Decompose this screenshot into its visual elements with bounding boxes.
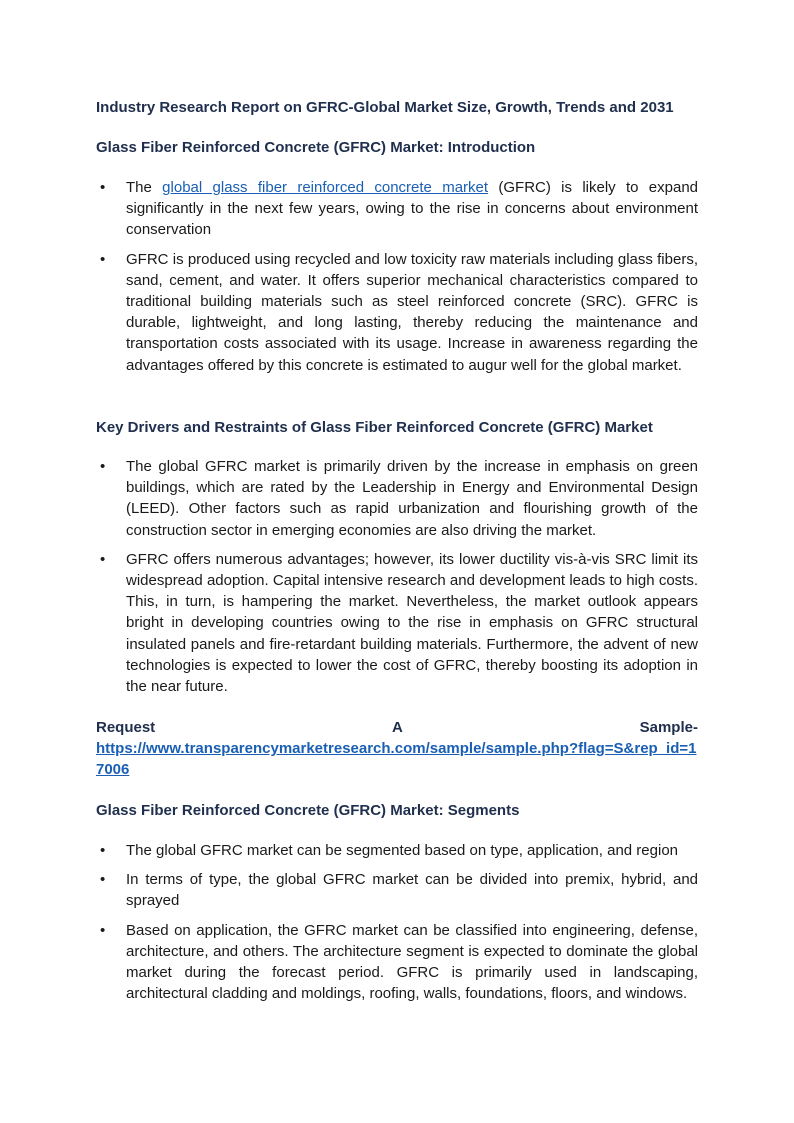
list-item bbox=[96, 920, 698, 1005]
section-heading-segments: Glass Fiber Reinforced Concrete (GFRC) Market: Segments bbox=[96, 802, 520, 819]
list-item bbox=[96, 177, 698, 241]
bullet-icon: • bbox=[100, 921, 106, 939]
introduction-bullet-list bbox=[96, 177, 698, 384]
bullet-icon: • bbox=[100, 179, 106, 196]
list-item bbox=[96, 869, 698, 911]
list-item bbox=[96, 549, 698, 697]
bullet-suffix: (GFRC) is likely to expand significantly in the next few years, owing to the rise in concerns about environment conservation bbox=[126, 179, 699, 239]
bullet-icon: • bbox=[100, 871, 106, 889]
bullet-icon: • bbox=[100, 458, 106, 475]
request-word: Request bbox=[96, 719, 156, 736]
list-item bbox=[96, 456, 698, 541]
bullet-icon: • bbox=[100, 842, 106, 859]
bullet-text: GFRC is produced using recycled and low toxicity raw materials including glass fibers, sand, cement, and water. It offers superior mechanical characteristics compared to traditional building materials such as steel reinforced concrete (SRC). GFRC is durable, lightweight, and long lasting, thereby reducing the maintenance and transportation costs associated with its usage. Increase in awareness regarding the advantages offered by this concrete is estimated to augur well for the global market. bbox=[126, 250, 698, 374]
segments-bullet-list bbox=[96, 840, 698, 1012]
bullet-text: In terms of type, the global GFRC market can be divided into premix, hybrid, and sprayed bbox=[126, 871, 698, 910]
drivers-bullet-list bbox=[96, 456, 698, 705]
bullet-text: Based on application, the GFRC market can be classified into engineering, defense, architecture, and others. The architecture segment is expected to dominate the global market during the forecast period. GFRC is primarily used in landscaping, architectural cladding and moldings, roofing, walls, foundations, floors, and windows. bbox=[126, 921, 698, 1003]
bullet-text: GFRC offers numerous advantages; however, its lower ductility vis-à-vis SRC limit its widespread adoption. Capital intensive research and development leads to high costs. This, in turn, is hampering the market. Nevertheless, the market outlook appears bright in developing countries owing to the rise in emphasis on GFRC structural insulated panels and fire-retardant building materials. Furthermore, the advent of new technologies is expected to lower the cost of GFRC, thereby boosting its adoption in the near future. bbox=[126, 550, 698, 696]
section-heading-drivers: Key Drivers and Restraints of Glass Fiber Reinforced Concrete (GFRC) Market bbox=[96, 419, 653, 436]
report-title: Industry Research Report on GFRC-Global Market Size, Growth, Trends and 2031 bbox=[96, 99, 674, 116]
sample-request-link[interactable]: https://www.transparencymarketresearch.com/sample/sample.php?flag=S&rep_id=17006 bbox=[96, 740, 697, 778]
bullet-icon: • bbox=[100, 250, 106, 268]
list-item bbox=[96, 840, 698, 861]
request-sample-block bbox=[96, 717, 698, 780]
request-word: A bbox=[391, 719, 403, 736]
request-word: Sample- bbox=[639, 719, 698, 736]
section-heading-introduction: Glass Fiber Reinforced Concrete (GFRC) Market: Introduction bbox=[96, 139, 536, 156]
market-report-link[interactable]: global glass fiber reinforced concrete market bbox=[162, 179, 489, 196]
list-item bbox=[96, 249, 698, 376]
bullet-icon: • bbox=[100, 550, 106, 568]
bullet-text: The global GFRC market can be segmented based on type, application, and region bbox=[126, 842, 678, 859]
request-sample-label bbox=[96, 717, 698, 738]
bullet-prefix: The bbox=[126, 179, 163, 196]
bullet-text: The global GFRC market is primarily driven by the increase in emphasis on green buildings, which are rated by the Leadership in Energy and Environmental Design (LEED). Other factors such as rapid urbanization and flourishing growth of the construction sector in emerging economies are also driving the market. bbox=[126, 458, 698, 539]
